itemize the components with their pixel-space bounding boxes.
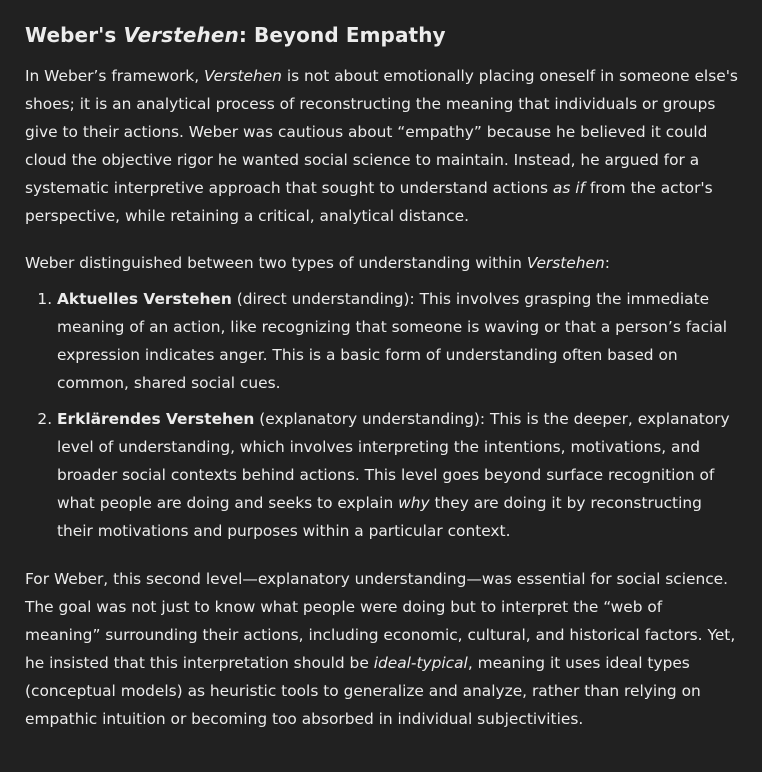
understanding-types-list xyxy=(25,285,738,545)
list-item-term: Aktuelles Verstehen xyxy=(57,290,232,308)
paragraph-intro xyxy=(25,62,738,230)
list-item-text: (direct understanding): This involves grasping the immediate meaning of an action, like recognizing that someone is waving or that a person’s facial expression indicates anger. This is a basic form of understanding often based on common, shared social cues. xyxy=(57,290,728,392)
intro-italic-2: as if xyxy=(552,179,585,197)
title-italic: Verstehen xyxy=(123,23,239,47)
intro-italic-1: Verstehen xyxy=(204,67,282,85)
conclusion-text-2: , meaning it uses ideal types (conceptual models) as heuristic tools to generalize and analyze, rather than relying on empathic intuition or becoming too absorbed in individual subjectivities. xyxy=(25,654,701,728)
title-prefix: Weber's xyxy=(25,23,124,47)
intro-text-1: In Weber’s framework, xyxy=(25,67,205,85)
conclusion-text-1: For Weber, this second level—explanatory understanding—was essential for social science. The goal was not just to know what people were doing but to interpret the “web of meaning” surrounding their actions, including economic, cultural, and historical factors. Yet, he insisted that this interpretation should be xyxy=(25,570,736,672)
conclusion-italic: ideal-typical xyxy=(373,654,468,672)
intro-text-3: from the actor's perspective, while retaining a critical, analytical distance. xyxy=(25,179,713,225)
types-text-2: : xyxy=(604,254,610,272)
title-suffix: : Beyond Empathy xyxy=(238,23,446,47)
list-item-text-1: (explanatory understanding): This is the deeper, explanatory level of understanding, which involves interpreting the intentions, motivations, and broader social contexts behind actions. This level goes beyond surface recognition of what people are doing and seeks to explain xyxy=(57,410,730,512)
list-item-italic: why xyxy=(398,494,430,512)
list-item-term: Erklärendes Verstehen xyxy=(57,410,255,428)
paragraph-conclusion xyxy=(25,565,738,733)
list-item xyxy=(57,285,738,397)
types-text-1: Weber distinguished between two types of understanding within xyxy=(25,254,527,272)
intro-text-2: is not about emotionally placing oneself in someone else's shoes; it is an analytical process of reconstructing the meaning that individuals or groups give to their actions. Weber was cautious about “empathy” because he believed it could cloud the objective rigor he wanted social science to maintain. Instead, he argued for a systematic interpretive approach that sought to understand actions xyxy=(25,67,738,197)
page-title xyxy=(25,20,738,50)
list-item xyxy=(57,405,738,545)
types-italic: Verstehen xyxy=(526,254,605,272)
paragraph-types xyxy=(25,249,738,277)
list-item-text-2: they are doing it by reconstructing their motivations and purposes within a particular context. xyxy=(57,494,702,540)
